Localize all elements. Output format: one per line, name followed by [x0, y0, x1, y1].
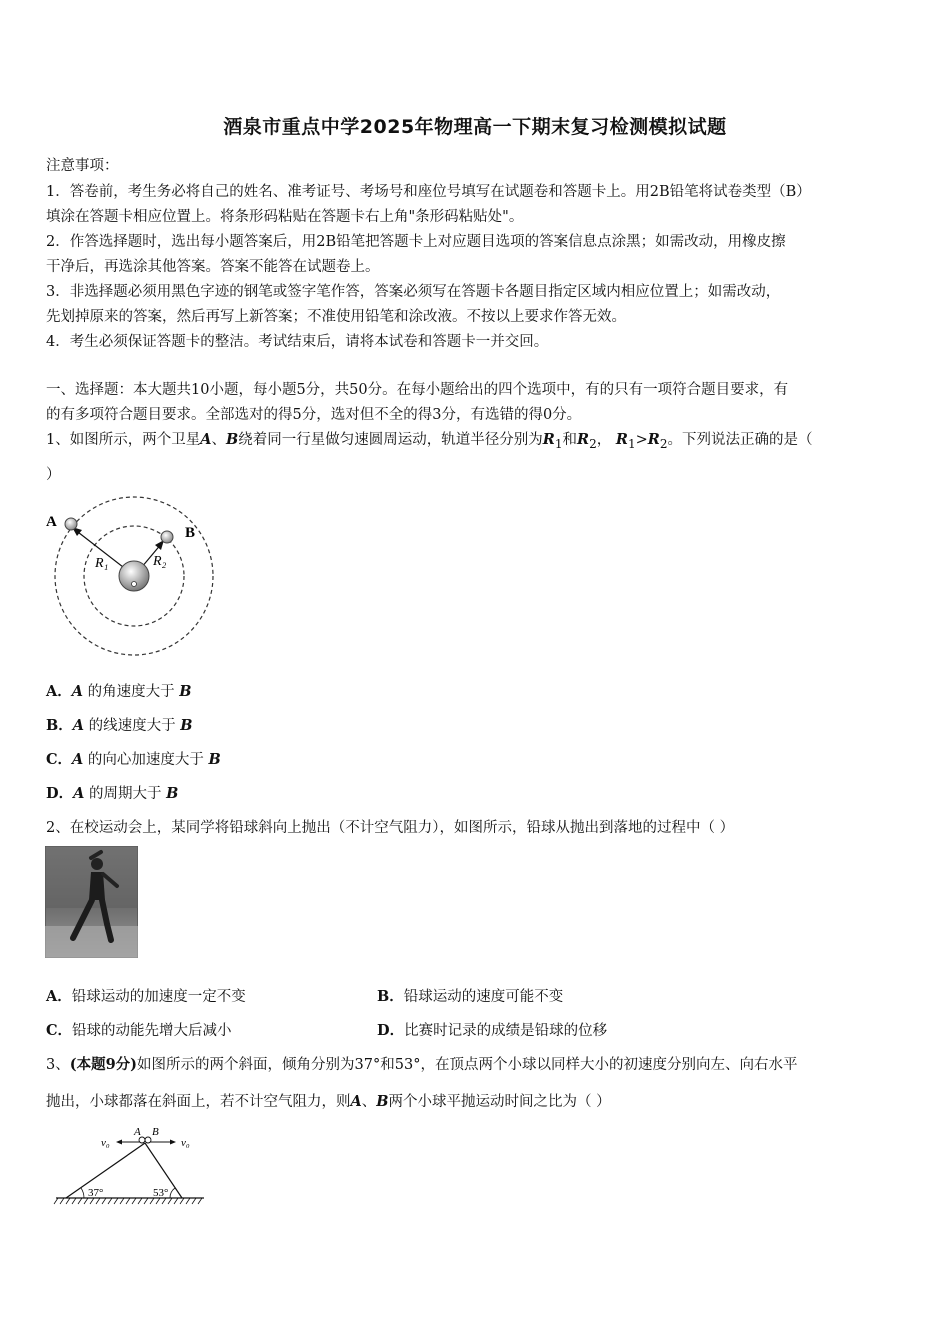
- ground-hatch: [54, 1198, 202, 1204]
- question-2-option: A．铅球运动的加速度一定不变: [46, 988, 246, 1005]
- angle-arc-left: [81, 1188, 84, 1198]
- satellite-a: [65, 518, 77, 530]
- question-2-option: D．比赛时记录的成绩是铅球的位移: [377, 1022, 608, 1039]
- question-1-option: C．A 的向心加速度大于 B: [46, 751, 221, 768]
- ball-b: [145, 1137, 151, 1143]
- question-1-option: A．A 的角速度大于 B: [46, 683, 192, 700]
- orbit-figure: [44, 492, 224, 662]
- section-instructions: 的有多项符合题目要求。全部选对的得5分，选对但不全的得3分，有选错的得0分。: [46, 407, 582, 423]
- notice-line: 3．非选择题必须用黑色字迹的钢笔或签字笔作答，答案必须写在答题卡各题目指定区域内相应位置上；如需改动，: [46, 284, 781, 300]
- label-a: A: [46, 514, 57, 530]
- label-b: B: [152, 1126, 159, 1138]
- notice-line: 干净后，再选涂其他答案。答案不能答在试题卷上。: [46, 259, 380, 275]
- label-r2: R₂: [153, 554, 167, 569]
- label-v0-left: v₀: [101, 1137, 110, 1149]
- velocity-left-arrowhead: [116, 1140, 122, 1145]
- satellite-b: [161, 531, 173, 543]
- incline-left: [66, 1143, 145, 1198]
- angle-left: 37°: [88, 1187, 104, 1199]
- label-v0-right: v₀: [181, 1137, 190, 1149]
- notice-line: 1．答卷前，考生务必将自己的姓名、准考证号、考场号和座位号填写在试题卷和答题卡上。用2B铅笔将试卷类型（B）: [46, 184, 811, 200]
- angle-arc-right: [170, 1188, 175, 1198]
- question-2-option: C．铅球的动能先增大后减小: [46, 1022, 232, 1039]
- angle-right: 53°: [153, 1187, 169, 1199]
- page-title: 酒泉市重点中学2025年物理高一下期末复习检测模拟试题: [223, 116, 727, 138]
- incline-figure: [52, 1124, 212, 1212]
- notice-line: 先划掉原来的答案，然后再写上新答案；不准使用铅笔和涂改液。不按以上要求作答无效。: [46, 309, 626, 325]
- question-1-option: B．A 的线速度大于 B: [46, 717, 193, 734]
- question-3-stem-cont: 抛出，小球都落在斜面上，若不计空气阻力，则A、B两个小球平抛运动时间之比为（ ）: [46, 1093, 611, 1110]
- planet-center: [132, 582, 137, 587]
- notice-heading: 注意事项：: [46, 158, 119, 174]
- question-2-stem: 2、在校运动会上，某同学将铅球斜向上抛出（不计空气阻力），如图所示，铅球从抛出到落地的过程中（ ）: [46, 820, 735, 836]
- shot-put-photo: [45, 846, 138, 958]
- section-instructions: 一、选择题：本大题共10小题，每小题5分，共50分。在每小题给出的四个选项中，有的只有一项符合题目要求，有: [46, 382, 789, 398]
- question-1-option: D．A 的周期大于 B: [46, 785, 179, 802]
- label-a: A: [134, 1126, 141, 1138]
- notice-line: 4．考生必须保证答题卡的整洁。考试结束后，请将本试卷和答题卡一并交回。: [46, 334, 549, 350]
- photo-ground: [45, 926, 138, 958]
- label-r1: R₁: [95, 556, 109, 571]
- velocity-right-arrowhead: [170, 1140, 176, 1145]
- label-b: B: [185, 525, 196, 541]
- notice-line: 2．作答选择题时，选出每小题答案后，用2B铅笔把答题卡上对应题目选项的答案信息点涂黑；如需改动，用橡皮擦: [46, 234, 786, 250]
- question-1-stem-close: ）: [46, 467, 61, 483]
- notice-line: 填涂在答题卡相应位置上。将条形码粘贴在答题卡右上角"条形码粘贴处"。: [46, 209, 524, 225]
- question-1-stem: 1、如图所示，两个卫星A、B绕着同一行星做匀速圆周运动，轨道半径分别为$R_1$和$R_2$， $R_1>R_2$。下列说法正确的是（: [46, 431, 813, 451]
- question-3-stem: 3、(本题9分)如图所示的两个斜面，倾角分别为37°和53°，在顶点两个小球以同样大小的初速度分别向左、向右水平: [46, 1056, 798, 1073]
- question-2-option: B．铅球运动的速度可能不变: [377, 988, 564, 1005]
- athlete-head: [91, 858, 103, 870]
